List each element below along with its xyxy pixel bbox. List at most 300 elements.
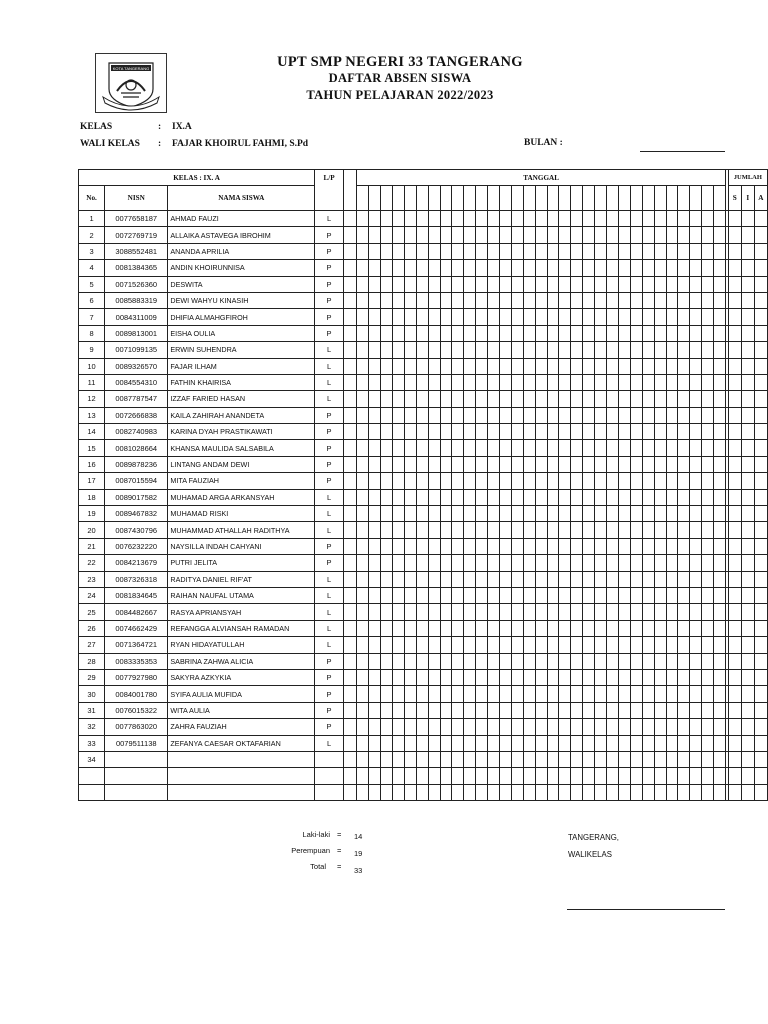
attendance-cell: [607, 391, 619, 407]
spacer-cell: [343, 719, 356, 735]
attendance-cell: [369, 669, 381, 685]
date-cell: [595, 186, 607, 211]
attendance-cell: [595, 440, 607, 456]
perempuan-eq: =: [337, 846, 342, 855]
attendance-cell: [547, 456, 559, 472]
student-nisn: 0089467832: [105, 506, 168, 522]
table-row: [79, 506, 768, 522]
attendance-cell: [642, 440, 654, 456]
attendance-cell: [547, 227, 559, 243]
attendance-cell: [618, 440, 630, 456]
attendance-cell: [678, 571, 690, 587]
attendance-cell: [428, 620, 440, 636]
attendance-cell: [571, 571, 583, 587]
attendance-cell: [535, 669, 547, 685]
jumlah-cell: [754, 604, 767, 620]
attendance-cell: [642, 587, 654, 603]
attendance-cell: [357, 768, 369, 784]
attendance-cell: [428, 391, 440, 407]
attendance-cell: [714, 292, 726, 308]
attendance-cell: [571, 473, 583, 489]
attendance-cell: [654, 768, 666, 784]
attendance-cell: [654, 686, 666, 702]
student-name: DESWITA: [168, 276, 315, 292]
table-row: [79, 424, 768, 440]
attendance-cell: [678, 719, 690, 735]
attendance-cell: [654, 292, 666, 308]
attendance-cell: [714, 391, 726, 407]
attendance-cell: [488, 506, 500, 522]
student-nisn: 0089813001: [105, 325, 168, 341]
attendance-cell: [678, 407, 690, 423]
jumlah-cell: [741, 227, 754, 243]
attendance-cell: [559, 358, 571, 374]
attendance-cell: [393, 751, 405, 767]
student-name: NAYSILLA INDAH CAHYANI: [168, 538, 315, 554]
attendance-cell: [488, 276, 500, 292]
attendance-cell: [547, 506, 559, 522]
attendance-cell: [404, 374, 416, 390]
attendance-cell: [500, 735, 512, 751]
attendance-cell: [404, 555, 416, 571]
date-cell: [702, 186, 714, 211]
jumlah-cell: [741, 604, 754, 620]
attendance-cell: [618, 653, 630, 669]
attendance-cell: [678, 227, 690, 243]
student-gender: L: [315, 604, 344, 620]
attendance-cell: [630, 735, 642, 751]
attendance-cell: [559, 342, 571, 358]
attendance-cell: [428, 342, 440, 358]
attendance-cell: [488, 538, 500, 554]
attendance-cell: [464, 227, 476, 243]
student-nisn: 0071099135: [105, 342, 168, 358]
attendance-cell: [559, 374, 571, 390]
student-no: 13: [79, 407, 105, 423]
attendance-cell: [666, 489, 678, 505]
attendance-cell: [511, 768, 523, 784]
attendance-cell: [500, 719, 512, 735]
attendance-cell: [416, 325, 428, 341]
perempuan-label: Perempuan: [291, 846, 330, 855]
jumlah-a-header: A: [754, 186, 767, 211]
attendance-cell: [642, 538, 654, 554]
attendance-cell: [547, 374, 559, 390]
attendance-cell: [404, 227, 416, 243]
attendance-cell: [571, 637, 583, 653]
jumlah-cell: [754, 719, 767, 735]
attendance-cell: [618, 358, 630, 374]
attendance-cell: [369, 456, 381, 472]
attendance-cell: [642, 424, 654, 440]
attendance-cell: [523, 506, 535, 522]
student-nisn: 0087430796: [105, 522, 168, 538]
attendance-cell: [500, 751, 512, 767]
attendance-cell: [571, 243, 583, 259]
attendance-cell: [607, 735, 619, 751]
student-gender: P: [315, 702, 344, 718]
attendance-cell: [416, 702, 428, 718]
student-name: ANANDA APRILIA: [168, 243, 315, 259]
spacer-cell: [343, 424, 356, 440]
attendance-cell: [571, 489, 583, 505]
attendance-cell: [702, 243, 714, 259]
attendance-cell: [630, 309, 642, 325]
attendance-cell: [595, 276, 607, 292]
jumlah-cell: [728, 620, 741, 636]
date-cell: [511, 186, 523, 211]
attendance-cell: [452, 309, 464, 325]
attendance-cell: [393, 325, 405, 341]
attendance-cell: [642, 506, 654, 522]
attendance-cell: [714, 424, 726, 440]
attendance-cell: [428, 407, 440, 423]
attendance-cell: [595, 735, 607, 751]
jumlah-cell: [741, 374, 754, 390]
attendance-cell: [416, 637, 428, 653]
attendance-cell: [571, 653, 583, 669]
attendance-cell: [642, 358, 654, 374]
attendance-cell: [511, 391, 523, 407]
attendance-cell: [595, 243, 607, 259]
attendance-cell: [630, 522, 642, 538]
attendance-cell: [547, 292, 559, 308]
attendance-cell: [369, 473, 381, 489]
jumlah-cell: [728, 604, 741, 620]
attendance-cell: [595, 391, 607, 407]
attendance-cell: [642, 325, 654, 341]
table-row: [79, 522, 768, 538]
student-no: 2: [79, 227, 105, 243]
attendance-cell: [607, 506, 619, 522]
attendance-cell: [535, 407, 547, 423]
student-gender: [315, 768, 344, 784]
jumlah-cell: [728, 358, 741, 374]
student-no: 25: [79, 604, 105, 620]
attendance-cell: [595, 555, 607, 571]
student-nisn: 0087787547: [105, 391, 168, 407]
kelas-label: KELAS: [80, 122, 113, 132]
date-cell: [464, 186, 476, 211]
attendance-cell: [654, 751, 666, 767]
attendance-cell: [357, 424, 369, 440]
attendance-cell: [381, 637, 393, 653]
attendance-cell: [559, 784, 571, 800]
jumlah-cell: [728, 669, 741, 685]
attendance-cell: [535, 211, 547, 227]
jumlah-cell: [754, 637, 767, 653]
attendance-cell: [464, 211, 476, 227]
jumlah-cell: [741, 571, 754, 587]
attendance-cell: [500, 669, 512, 685]
attendance-cell: [535, 309, 547, 325]
attendance-cell: [357, 522, 369, 538]
attendance-cell: [547, 719, 559, 735]
attendance-cell: [618, 735, 630, 751]
jumlah-cell: [754, 538, 767, 554]
attendance-cell: [428, 587, 440, 603]
student-no: 26: [79, 620, 105, 636]
attendance-cell: [666, 325, 678, 341]
attendance-cell: [488, 702, 500, 718]
attendance-cell: [618, 227, 630, 243]
attendance-cell: [476, 325, 488, 341]
attendance-cell: [523, 637, 535, 653]
attendance-cell: [607, 374, 619, 390]
student-no: 30: [79, 686, 105, 702]
jumlah-cell: [741, 735, 754, 751]
attendance-cell: [452, 456, 464, 472]
jumlah-cell: [741, 424, 754, 440]
attendance-cell: [607, 719, 619, 735]
attendance-cell: [535, 784, 547, 800]
attendance-cell: [393, 702, 405, 718]
attendance-cell: [559, 440, 571, 456]
attendance-cell: [500, 620, 512, 636]
spacer-cell: [343, 506, 356, 522]
attendance-cell: [357, 538, 369, 554]
attendance-cell: [488, 243, 500, 259]
attendance-cell: [488, 555, 500, 571]
attendance-cell: [618, 391, 630, 407]
attendance-cell: [404, 522, 416, 538]
date-cell: [488, 186, 500, 211]
attendance-cell: [702, 522, 714, 538]
laki-eq: =: [337, 830, 342, 839]
student-nisn: 0077863020: [105, 719, 168, 735]
attendance-cell: [559, 489, 571, 505]
date-cell: [618, 186, 630, 211]
student-name: RAIHAN NAUFAL UTAMA: [168, 587, 315, 603]
attendance-cell: [559, 243, 571, 259]
jumlah-cell: [728, 686, 741, 702]
attendance-cell: [476, 604, 488, 620]
attendance-cell: [464, 407, 476, 423]
attendance-cell: [678, 391, 690, 407]
attendance-cell: [595, 604, 607, 620]
student-gender: P: [315, 309, 344, 325]
attendance-cell: [416, 522, 428, 538]
attendance-cell: [690, 227, 702, 243]
student-gender: P: [315, 473, 344, 489]
attendance-cell: [595, 211, 607, 227]
spacer-cell: [343, 768, 356, 784]
attendance-cell: [690, 358, 702, 374]
attendance-cell: [714, 637, 726, 653]
student-gender: L: [315, 391, 344, 407]
attendance-cell: [654, 391, 666, 407]
attendance-cell: [642, 784, 654, 800]
student-no: 31: [79, 702, 105, 718]
attendance-cell: [535, 735, 547, 751]
jumlah-i-header: I: [741, 186, 754, 211]
jumlah-cell: [741, 292, 754, 308]
attendance-cell: [464, 686, 476, 702]
table-row: [79, 735, 768, 751]
attendance-cell: [488, 292, 500, 308]
attendance-cell: [607, 260, 619, 276]
attendance-cell: [690, 292, 702, 308]
attendance-cell: [476, 456, 488, 472]
attendance-cell: [535, 637, 547, 653]
student-no: 17: [79, 473, 105, 489]
attendance-cell: [381, 489, 393, 505]
jumlah-cell: [728, 587, 741, 603]
attendance-cell: [416, 751, 428, 767]
attendance-cell: [357, 292, 369, 308]
date-cell: [452, 186, 464, 211]
attendance-cell: [369, 604, 381, 620]
attendance-cell: [714, 506, 726, 522]
attendance-cell: [559, 522, 571, 538]
attendance-cell: [642, 637, 654, 653]
student-gender: L: [315, 506, 344, 522]
student-gender: L: [315, 211, 344, 227]
attendance-cell: [583, 538, 595, 554]
attendance-cell: [535, 751, 547, 767]
spacer-cell: [343, 669, 356, 685]
attendance-cell: [404, 211, 416, 227]
attendance-cell: [416, 440, 428, 456]
attendance-cell: [488, 735, 500, 751]
jumlah-cell: [754, 751, 767, 767]
attendance-cell: [393, 719, 405, 735]
jumlah-cell: [741, 686, 754, 702]
attendance-cell: [404, 325, 416, 341]
attendance-cell: [630, 424, 642, 440]
attendance-cell: [607, 424, 619, 440]
attendance-cell: [583, 620, 595, 636]
attendance-cell: [476, 571, 488, 587]
attendance-cell: [535, 325, 547, 341]
attendance-cell: [559, 227, 571, 243]
attendance-cell: [500, 702, 512, 718]
student-no: 4: [79, 260, 105, 276]
attendance-cell: [618, 292, 630, 308]
attendance-cell: [666, 227, 678, 243]
jumlah-cell: [741, 473, 754, 489]
attendance-cell: [690, 440, 702, 456]
attendance-cell: [702, 391, 714, 407]
attendance-cell: [369, 784, 381, 800]
attendance-cell: [607, 686, 619, 702]
attendance-cell: [535, 342, 547, 358]
date-cell: [559, 186, 571, 211]
attendance-cell: [381, 686, 393, 702]
attendance-cell: [393, 538, 405, 554]
attendance-cell: [381, 325, 393, 341]
attendance-cell: [393, 260, 405, 276]
attendance-cell: [559, 538, 571, 554]
attendance-cell: [618, 374, 630, 390]
attendance-cell: [666, 702, 678, 718]
attendance-cell: [393, 620, 405, 636]
attendance-cell: [488, 309, 500, 325]
jumlah-cell: [741, 489, 754, 505]
attendance-cell: [452, 571, 464, 587]
attendance-cell: [440, 784, 452, 800]
attendance-cell: [488, 751, 500, 767]
attendance-cell: [523, 309, 535, 325]
attendance-cell: [595, 637, 607, 653]
attendance-cell: [452, 751, 464, 767]
attendance-cell: [511, 473, 523, 489]
attendance-cell: [476, 489, 488, 505]
attendance-cell: [714, 653, 726, 669]
attendance-cell: [476, 587, 488, 603]
spacer-cell: [343, 325, 356, 341]
attendance-cell: [452, 489, 464, 505]
attendance-cell: [369, 374, 381, 390]
jumlah-cell: [741, 325, 754, 341]
attendance-cell: [714, 555, 726, 571]
attendance-cell: [535, 555, 547, 571]
attendance-cell: [642, 522, 654, 538]
attendance-cell: [571, 669, 583, 685]
attendance-cell: [476, 669, 488, 685]
attendance-cell: [618, 587, 630, 603]
attendance-cell: [678, 243, 690, 259]
attendance-cell: [630, 391, 642, 407]
attendance-cell: [642, 456, 654, 472]
attendance-cell: [595, 374, 607, 390]
attendance-cell: [630, 637, 642, 653]
jumlah-cell: [741, 669, 754, 685]
attendance-cell: [523, 227, 535, 243]
attendance-cell: [476, 374, 488, 390]
attendance-cell: [571, 440, 583, 456]
jumlah-cell: [728, 473, 741, 489]
attendance-cell: [511, 538, 523, 554]
attendance-cell: [630, 243, 642, 259]
spacer-cell: [343, 604, 356, 620]
attendance-cell: [630, 473, 642, 489]
attendance-cell: [476, 522, 488, 538]
attendance-cell: [595, 768, 607, 784]
student-gender: P: [315, 719, 344, 735]
attendance-cell: [559, 325, 571, 341]
academic-year: TAHUN PELAJARAN 2022/2023: [306, 88, 494, 102]
attendance-cell: [690, 374, 702, 390]
attendance-cell: [476, 473, 488, 489]
attendance-cell: [393, 735, 405, 751]
attendance-cell: [583, 489, 595, 505]
attendance-cell: [654, 653, 666, 669]
attendance-cell: [369, 719, 381, 735]
table-row: [79, 653, 768, 669]
attendance-cell: [393, 784, 405, 800]
attendance-cell: [369, 325, 381, 341]
attendance-cell: [642, 243, 654, 259]
attendance-cell: [714, 587, 726, 603]
attendance-cell: [535, 227, 547, 243]
student-name: MITA FAUZIAH: [168, 473, 315, 489]
attendance-cell: [523, 342, 535, 358]
attendance-cell: [369, 358, 381, 374]
attendance-cell: [393, 243, 405, 259]
attendance-cell: [547, 620, 559, 636]
attendance-cell: [714, 686, 726, 702]
attendance-cell: [571, 784, 583, 800]
attendance-cell: [547, 309, 559, 325]
attendance-cell: [500, 407, 512, 423]
spacer-cell: [343, 653, 356, 669]
attendance-cell: [523, 719, 535, 735]
attendance-cell: [618, 506, 630, 522]
student-no: 12: [79, 391, 105, 407]
attendance-cell: [393, 407, 405, 423]
attendance-cell: [678, 735, 690, 751]
